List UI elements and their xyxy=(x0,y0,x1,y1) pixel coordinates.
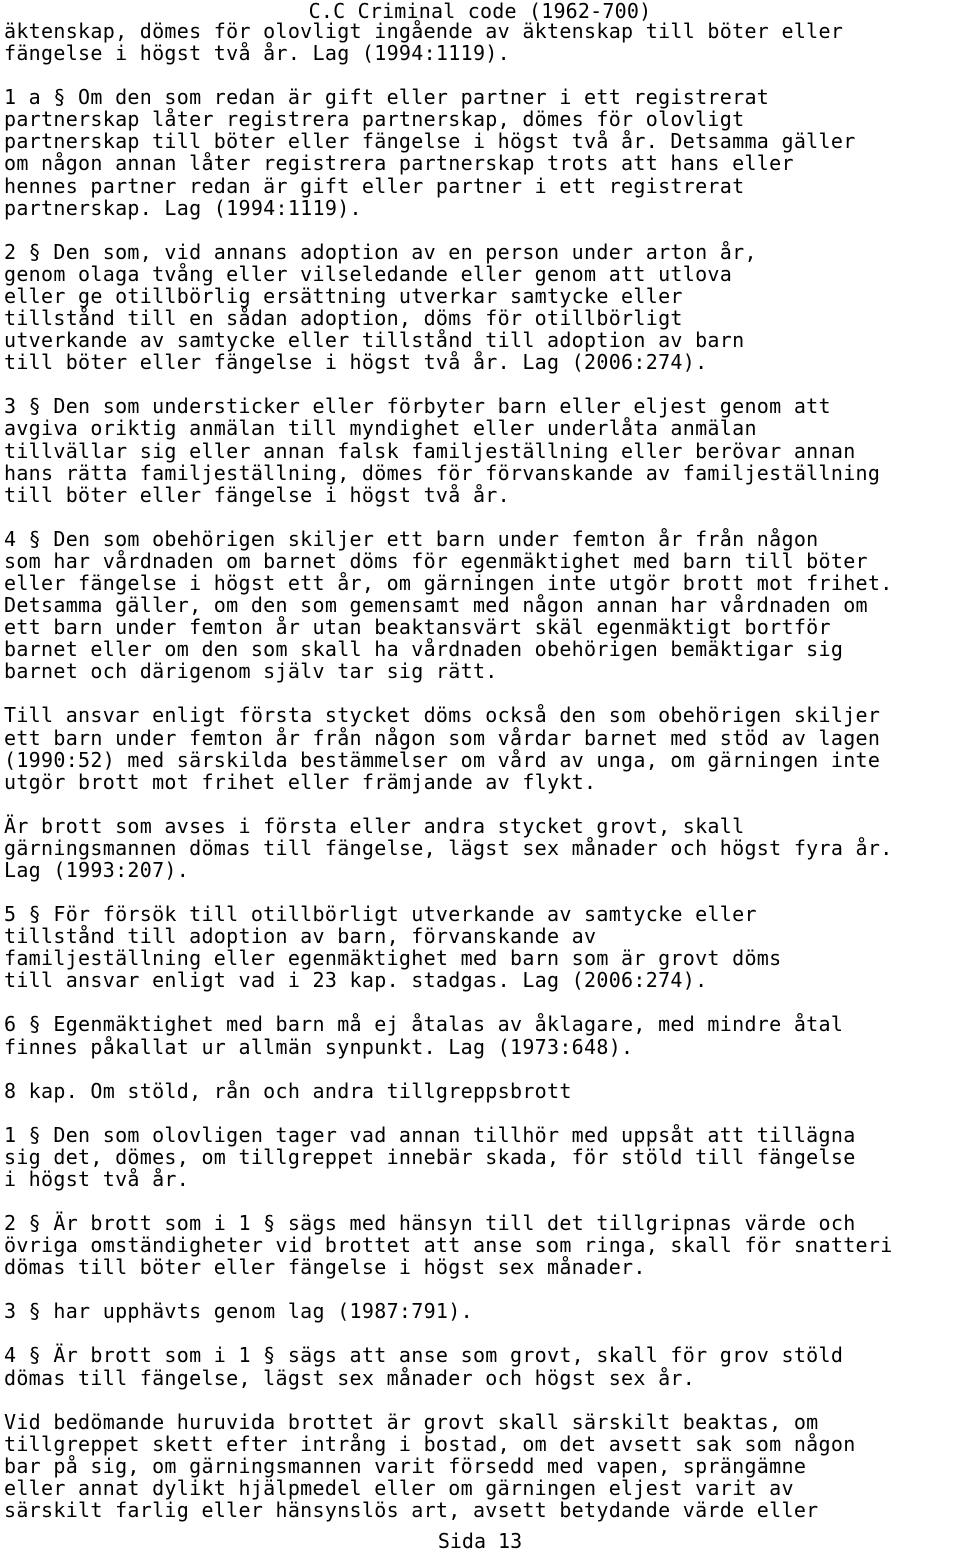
text-line: 1 a § Om den som redan är gift eller partner i ett registrerat xyxy=(4,85,770,110)
text-line: äktenskap, dömes för olovligt ingående av äktenskap till böter eller xyxy=(4,19,844,43)
text-line: till böter eller fängelse i högst två år. Lag (2006:274). xyxy=(4,350,708,375)
document-paragraph xyxy=(4,815,960,881)
text-line: 8 kap. Om stöld, rån och andra tillgreppsbrott xyxy=(4,1078,572,1103)
document-paragraph xyxy=(4,1212,960,1278)
text-line: ett barn under femton år från någon som vårdar barnet med stöd av lagen xyxy=(4,725,881,750)
document-paragraph xyxy=(4,20,960,64)
text-line: dömas till fängelse, lägst sex månader och högst sex år. xyxy=(4,1365,696,1390)
text-line: partnerskap låter registrera partnerskap, dömes för olovligt xyxy=(4,107,745,132)
text-line: i högst två år. xyxy=(4,1166,190,1191)
document-paragraph xyxy=(4,903,960,991)
text-line: fängelse i högst två år. Lag (1994:1119). xyxy=(4,41,510,66)
text-line: dömas till böter eller fängelse i högst sex månader. xyxy=(4,1255,646,1280)
text-line: eller annat dylikt hjälpmedel eller om gärningen eljest varit av xyxy=(4,1475,794,1500)
text-line: partnerskap. Lag (1994:1119). xyxy=(4,195,362,220)
text-line: sig det, dömes, om tillgreppet innebär skada, för stöld till fängelse xyxy=(4,1144,856,1169)
text-line: om någon annan låter registrera partnerskap trots att hans eller xyxy=(4,151,794,176)
text-line: 5 § För försök till otillbörligt utverkande av samtycke eller xyxy=(4,902,757,927)
text-line: som har vårdnaden om barnet döms för egenmäktighet med barn till böter xyxy=(4,548,868,573)
text-line: avgiva oriktig anmälan till myndighet eller underlåta anmälan xyxy=(4,416,757,441)
text-line: hennes partner redan är gift eller partner i ett registrerat xyxy=(4,173,745,198)
text-line: tillstånd till adoption av barn, förvanskande av xyxy=(4,924,597,949)
document-paragraph xyxy=(4,528,960,683)
text-line: 2 § Den som, vid annans adoption av en person under arton år, xyxy=(4,239,757,264)
text-line: Är brott som avses i första eller andra stycket grovt, skall xyxy=(4,813,745,838)
text-line: 3 § har upphävts genom lag (1987:791). xyxy=(4,1299,473,1324)
text-line: Till ansvar enligt första stycket döms också den som obehörigen skiljer xyxy=(4,703,881,728)
document-paragraph xyxy=(4,1344,960,1388)
text-line: 2 § Är brott som i 1 § sägs med hänsyn till det tillgripnas värde och xyxy=(4,1211,856,1236)
text-line: Vid bedömande huruvida brottet är grovt skall särskilt beaktas, om xyxy=(4,1409,819,1434)
text-line: 4 § Är brott som i 1 § sägs att anse som grovt, skall för grov stöld xyxy=(4,1343,844,1368)
text-line: barnet och därigenom själv tar sig rätt. xyxy=(4,659,498,684)
text-line: tillvällar sig eller annan falsk familjeställning eller berövar annan xyxy=(4,438,856,463)
text-line: Lag (1993:207). xyxy=(4,858,190,882)
text-line: till ansvar enligt vad i 23 kap. stadgas. Lag (2006:274). xyxy=(4,968,708,993)
text-line: utgör brott mot frihet eller främjande av flykt. xyxy=(4,769,597,794)
document-paragraph xyxy=(4,1300,960,1322)
text-line: ett barn under femton år utan beaktansvärt skäl egenmäktigt bortför xyxy=(4,615,831,640)
text-line: eller fängelse i högst ett år, om gärningen inte utgör brott mot frihet. xyxy=(4,570,893,595)
text-line: barnet eller om den som skall ha vårdnaden obehörigen bemäktigar sig xyxy=(4,637,844,662)
text-line: genom olaga tvång eller vilseledande eller genom att utlova xyxy=(4,261,733,286)
text-line: gärningsmannen dömas till fängelse, lägst sex månader och högst fyra år. xyxy=(4,835,893,860)
text-line: 4 § Den som obehörigen skiljer ett barn under femton år från någon xyxy=(4,526,819,551)
text-line: tillgreppet skett efter intrång i bostad, om det avsett sak som någon xyxy=(4,1431,856,1456)
text-line: 3 § Den som understicker eller förbyter barn eller eljest genom att xyxy=(4,394,831,419)
text-line: tillstånd till en sådan adoption, döms för otillbörligt xyxy=(4,306,683,331)
document-paragraph xyxy=(4,1013,960,1057)
text-line: partnerskap till böter eller fängelse i högst två år. Detsamma gäller xyxy=(4,129,856,154)
text-line: familjeställning eller egenmäktighet med barn som är grovt döms xyxy=(4,946,782,971)
text-line: till böter eller fängelse i högst två år. xyxy=(4,482,510,507)
text-line: hans rätta familjeställning, dömes för förvanskande av familjeställning xyxy=(4,460,881,485)
text-line: 6 § Egenmäktighet med barn må ej åtalas av åklagare, med mindre åtal xyxy=(4,1012,844,1037)
text-line: utverkande av samtycke eller tillstånd till adoption av barn xyxy=(4,328,745,353)
text-line: övriga omständigheter vid brottet att anse som ringa, skall för snatteri xyxy=(4,1233,893,1258)
text-line: finnes påkallat ur allmän synpunkt. Lag (1973:648). xyxy=(4,1034,634,1059)
text-line: (1990:52) med särskilda bestämmelser om vård av unga, om gärningen inte xyxy=(4,747,881,772)
document-header: C.C Criminal code (1962-700) xyxy=(308,0,652,23)
text-line: Detsamma gäller, om den som gemensamt med någon annan har vårdnaden om xyxy=(4,593,868,618)
document-paragraph xyxy=(4,1124,960,1190)
text-line: 1 § Den som olovligen tager vad annan tillhör med uppsåt att tillägna xyxy=(4,1122,856,1147)
text-line: särskilt farlig eller hänsynslös art, avsett betydande värde eller xyxy=(4,1497,819,1522)
document-paragraph xyxy=(4,1080,960,1102)
document-paragraph xyxy=(4,395,960,505)
page-number: Sida 13 xyxy=(437,1529,523,1553)
text-line: eller ge otillbörlig ersättning utverkar samtycke eller xyxy=(4,283,683,308)
document-paragraph xyxy=(4,86,960,219)
document-paragraph xyxy=(4,241,960,374)
document-paragraph xyxy=(4,704,960,792)
text-line: bar på sig, om gärningsmannen varit försedd med vapen, sprängämne xyxy=(4,1453,807,1478)
document-paragraph xyxy=(4,1411,960,1521)
document-body xyxy=(4,20,960,1543)
